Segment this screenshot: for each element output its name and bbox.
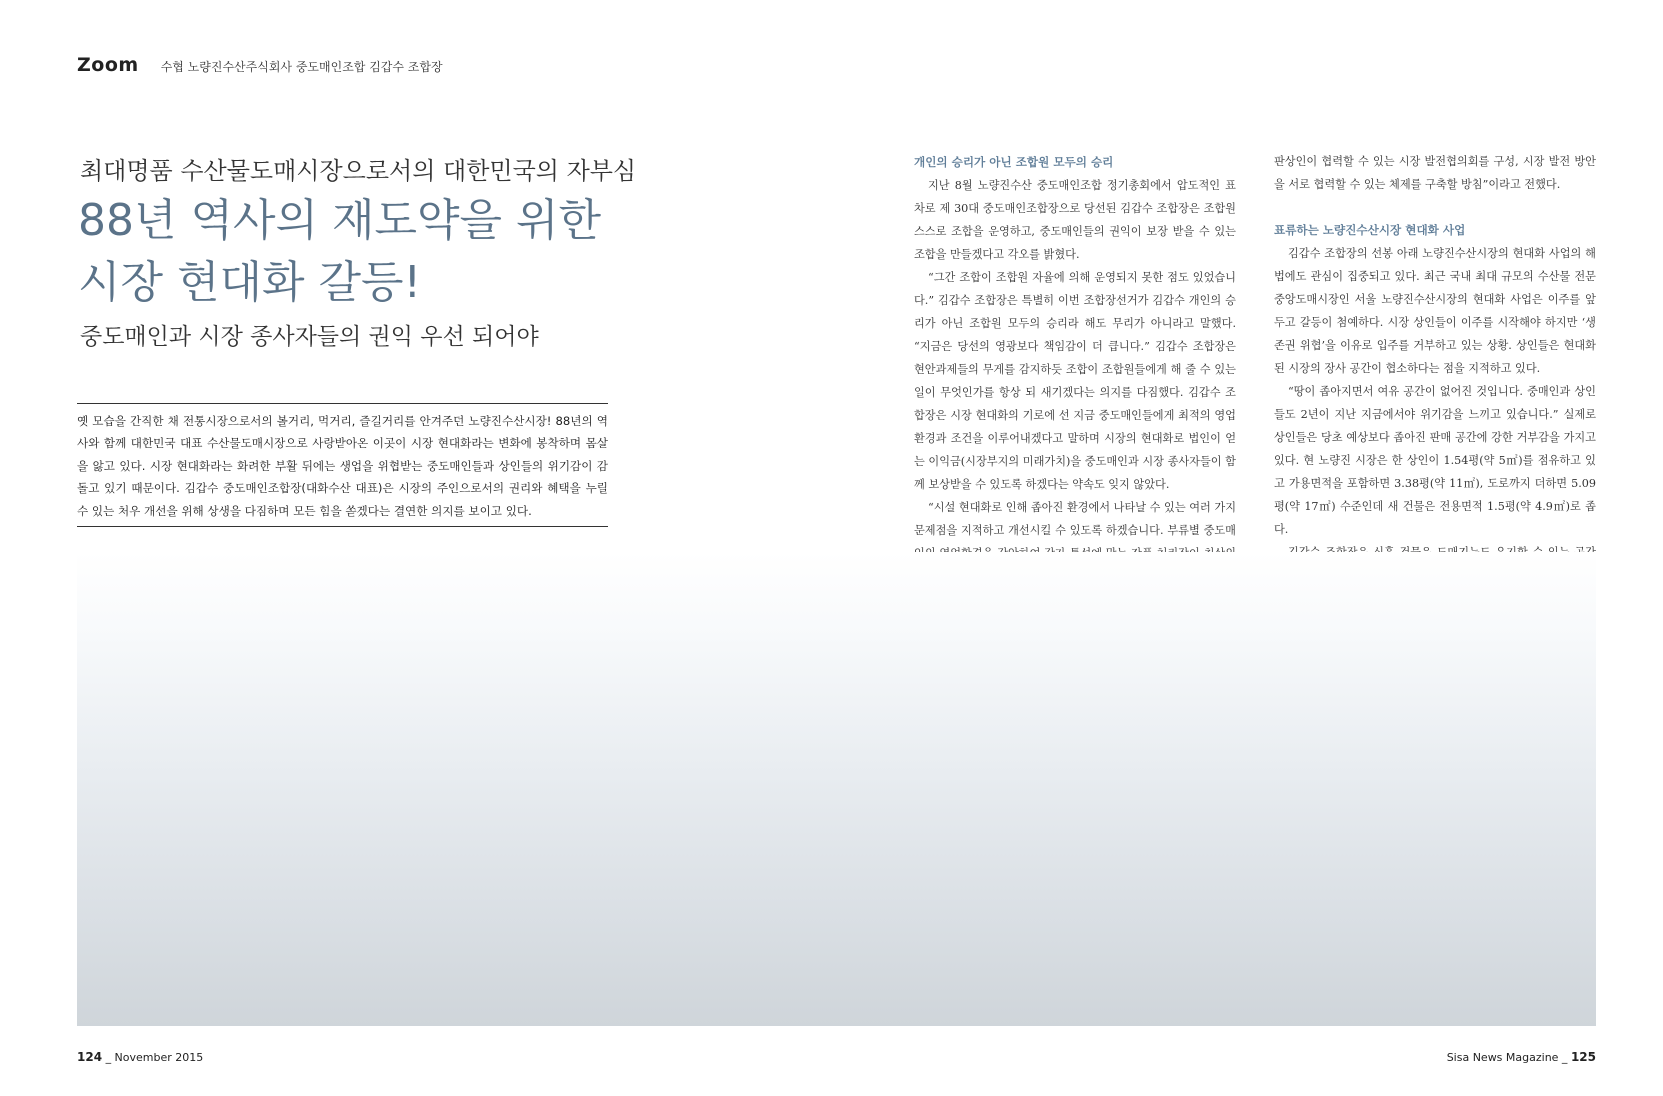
column-2-paragraph: “땅이 좁아지면서 여유 공간이 없어진 것입니다. 중매인과 상인들도 2년이 지난 지금에서야 위기감을 느끼고 있습니다.” 실제로 상인들은 당초 예상보다 좁아진 판매 공간에 강한 거부감을 가지고 있다. 현 노량진 시장은 한 상인이 1.54평(약 5㎡)를 점유하고 있고 가용면적을 포함하면 3.38평(약 11㎡), 도로까지 더하면 5.09평(약 17㎡) 수준인데 새 건물은 전용면적 1.5평(약 4.9㎡)로 좁다. bbox=[1274, 385, 1596, 536]
footer-left-text: _ November 2015 bbox=[105, 1051, 204, 1064]
section-subtitle: 수협 노량진수산주식회사 중도매인조합 김갑수 조합장 bbox=[160, 60, 443, 74]
column-1-paragraph: 지난 8월 노량진수산 중도매인조합 정기총회에서 압도적인 표차로 제 30대 중도매인조합장으로 당선된 김갑수 조합장은 조합원 스스로 조합을 운영하고, 중도매인들의 권익이 보장 받을 수 있는 조합을 만들겠다고 각오를 밝혔다. bbox=[914, 179, 1236, 261]
column-1-paragraph: “시설 현대화로 인해 좁아진 환경에서 나타날 수 있는 여러 가지 문제점을 지적하고 개선시킬 수 있도록 하겠습니다. 부류별 중도매 bbox=[914, 501, 1236, 537]
article-deck: 중도매인과 시장 종사자들의 권익 우선 되어야 bbox=[80, 324, 539, 350]
article-column-2 bbox=[1274, 150, 1596, 610]
section-label: Zoom bbox=[77, 54, 139, 76]
page-number-right: 125 bbox=[1570, 1050, 1596, 1064]
page-number-left: 124 bbox=[77, 1050, 103, 1064]
article-kicker: 최대명품 수산물도매시장으로서의 대한민국의 자부심 bbox=[80, 157, 637, 185]
column-2-paragraph: 김갑수 조합장의 선봉 아래 노량진수산시장의 현대화 사업의 해법에도 관심이 집중되고 있다. 최근 국내 최대 규모의 수산물 전문 중앙도매시장인 서울 노량진수산시장의 현대화 사업은 이주를 앞두고 갈등이 첨예하다. 시장 상인들이 이주를 시작해야 하지만 ‘생존권 위협’을 이유로 입주를 거부하고 있는 상황. 상인들은 현대화된 시장의 장사 공간이 협소하다는 점을 지적하고 있다. bbox=[1274, 247, 1596, 375]
footer-left bbox=[77, 1050, 203, 1064]
article-lead: 옛 모습을 간직한 채 전통시장으로서의 볼거리, 먹거리, 즐길거리를 안겨주던 노량진수산시장! 88년의 역사와 함께 대한민국 대표 수산물도매시장으로 사랑받아온 이곳이 시장 현대화라는 변화에 봉착하며 몸살을 앓고 있다. 시장 현대화라는 화려한 부활 뒤에는 생업을 위협받는 중도매인들과 상인들의 위기감이 감돌고 있기 때문이다. 김갑수 중도매인조합장(대화수산 대표)은 시장의 주인으로서의 권리와 혜택을 누릴 수 있는 처우 개선을 위해 상생을 다짐하며 모든 힘을 쏟겠다는 결연한 의지를 보이고 있다. bbox=[77, 403, 608, 527]
headline-line-2: 시장 현대화 갈등! bbox=[78, 257, 422, 308]
footer-right bbox=[1447, 1050, 1596, 1064]
page-header bbox=[77, 54, 443, 76]
column-1-heading: 개인의 승리가 아닌 조합원 모두의 승리 bbox=[914, 155, 1114, 169]
footer-right-text: Sisa News Magazine _ bbox=[1446, 1051, 1568, 1064]
headline-line-1: 88년 역사의 재도약을 위한 bbox=[78, 195, 601, 246]
column-1-paragraph: “그간 조합이 조합원 자율에 의해 운영되지 못한 점도 있었습니다.” 김갑수 조합장은 특별히 이번 조합장선거가 김갑수 개인의 승리가 아닌 조합원 모두의 승리라 해도 무리가 아니라고 말했다. “지금은 당선의 영광보다 책임감이 더 큽니다.” 김갑수 조합장은 현안과제들의 무게를 감지하듯 조합이 조합원들에게 해 줄 수 있는 일이 무엇인가를 항상 되 새기겠다는 의지를 다짐했다. 김갑수 조합장은 시장 현대화의 기로에 선 지금 중도매인들에게 최적의 영업환경과 조건을 이루어내겠다고 말하며 시장의 현대화로 법인이 얻는 이익금(시장부지의 미래가치)을 중도매인과 시장 종사자들이 함께 보상받을 수 있도록 하겠다는 약속도 잊지 않았다. bbox=[914, 271, 1236, 491]
column-2-paragraph: 판상인이 협력할 수 있는 시장 발전협의회를 구성, 시장 발전 방안을 서로 협력할 수 있는 체제를 구축할 방침”이라고 전했다. bbox=[1274, 155, 1596, 191]
article-headline bbox=[78, 190, 601, 314]
market-building-photo bbox=[77, 552, 1596, 1026]
column-2-heading: 표류하는 노량진수산시장 현대화 사업 bbox=[1274, 223, 1466, 237]
